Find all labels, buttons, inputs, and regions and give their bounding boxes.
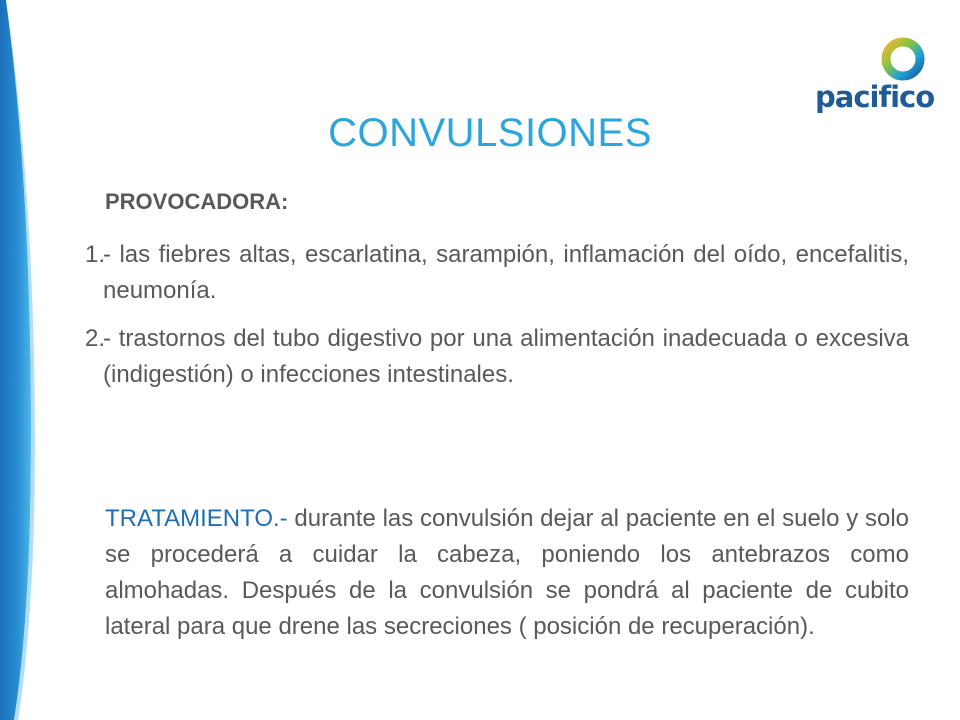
treatment-label: TRATAMIENTO.- (105, 505, 288, 532)
list-item-text: - las fiebres altas, escarlatina, sarampión, inflamación del oído, encefalitis, neumonía. (103, 241, 909, 304)
section-subheading: PROVOCADORA: (105, 189, 289, 214)
list-item-text: - trastornos del tubo digestivo por una alimentación inadecuada o excesiva (indigestión) o infecciones intestinales. (103, 325, 909, 388)
treatment-paragraph (105, 501, 909, 645)
pacifico-logo (810, 36, 935, 116)
slide-title: CONVULSIONES (328, 111, 652, 155)
list-item-number: 1. (85, 241, 106, 268)
pacifico-logo-text: pacifico (815, 80, 935, 114)
left-blue-swoosh-decoration (0, 0, 60, 720)
list-item (85, 321, 909, 393)
list-item-number: 2. (85, 325, 106, 352)
list-item (85, 237, 909, 309)
pacifico-logo-ring-icon (880, 36, 926, 82)
treatment-text: durante las convulsión dejar al paciente en el suelo y solo se procederá a cuidar la cabeza, poniendo los antebrazos como almohadas. Después de la convulsión se pondrá al paciente de cubito lateral para que drene las secreciones ( posición de recuperación). (105, 505, 909, 640)
